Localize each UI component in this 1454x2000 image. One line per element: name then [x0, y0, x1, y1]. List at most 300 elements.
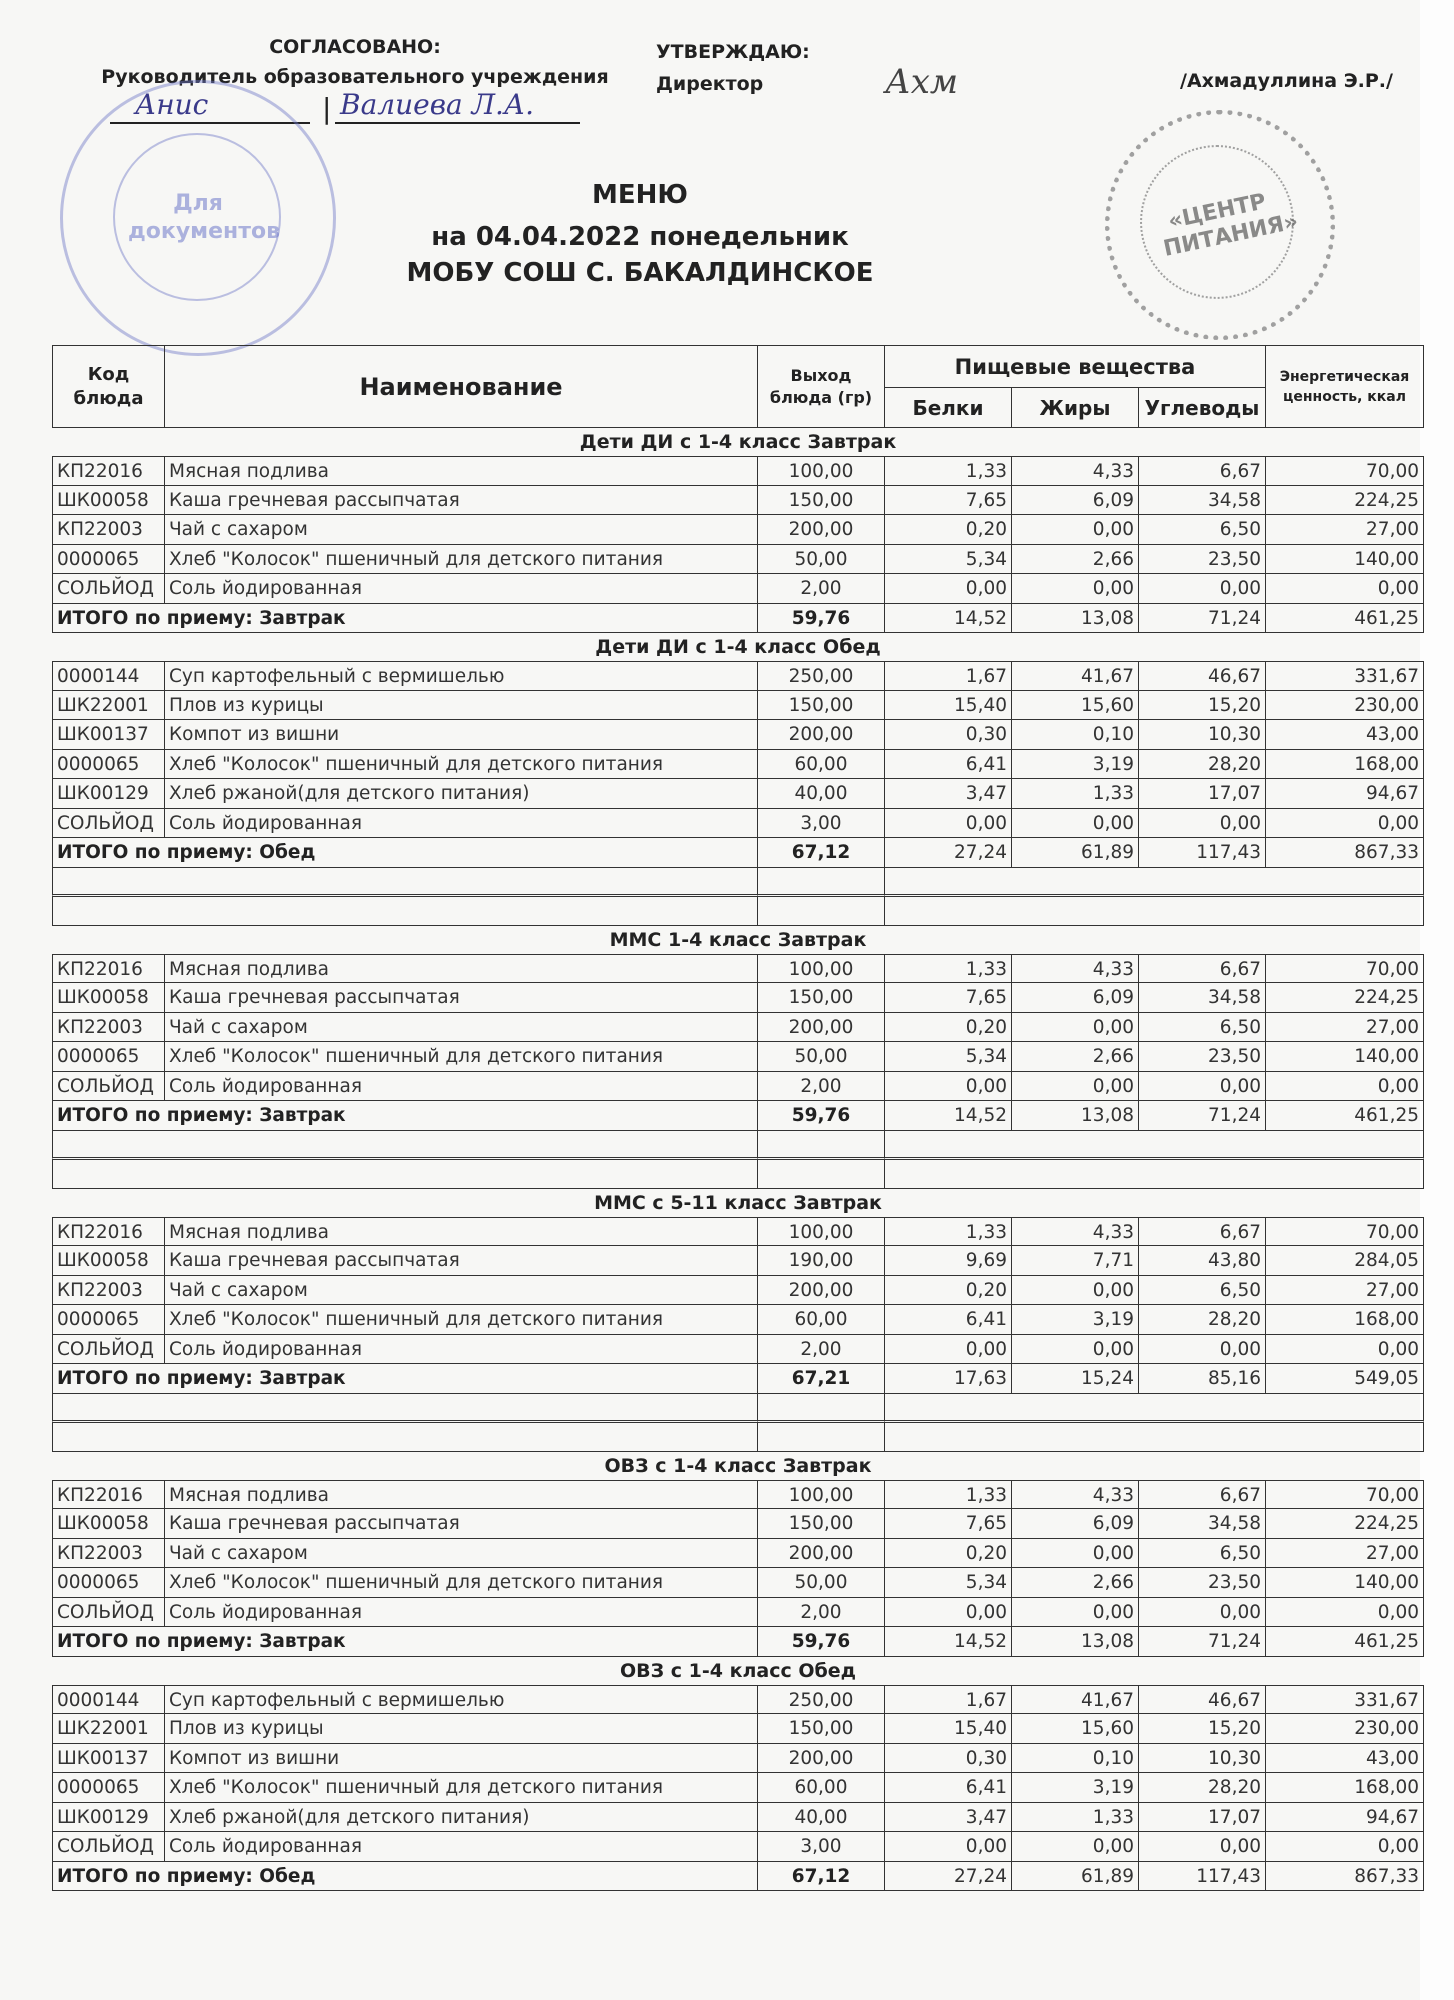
- table-row: [52, 1803, 1424, 1833]
- table-row: [52, 1217, 1424, 1247]
- total-fat: 15,24: [1012, 1364, 1139, 1394]
- dish-code: СОЛЬЙОД: [52, 809, 165, 839]
- dish-code: КП22016: [52, 954, 165, 984]
- director-signature: Ахм: [885, 62, 959, 102]
- total-carbs: 85,16: [1139, 1364, 1266, 1394]
- dish-yield: 150,00: [758, 486, 885, 516]
- total-energy: 549,05: [1266, 1364, 1424, 1394]
- energy: 43,00: [1266, 720, 1424, 750]
- carbs: 10,30: [1139, 1744, 1266, 1774]
- total-protein: 17,63: [885, 1364, 1012, 1394]
- fat: 0,00: [1012, 574, 1139, 604]
- dish-name: Соль йодированная: [165, 1072, 758, 1102]
- confirm-block: [656, 36, 810, 100]
- total-carbs: 71,24: [1139, 1627, 1266, 1657]
- blank-cell: [52, 1423, 758, 1452]
- dish-yield: 2,00: [758, 1072, 885, 1102]
- carbs: 28,20: [1139, 750, 1266, 780]
- table-row: [52, 1335, 1424, 1365]
- director-name: /Ахмадуллина Э.Р./: [1180, 70, 1393, 92]
- total-carbs: 117,43: [1139, 1862, 1266, 1892]
- nutrient-subheaders: [885, 388, 1266, 428]
- dish-code: КП22003: [52, 1013, 165, 1043]
- carbs: 6,50: [1139, 1013, 1266, 1043]
- table-header: [52, 345, 1424, 428]
- carbs: 6,67: [1139, 1217, 1266, 1247]
- carbs: 0,00: [1139, 1072, 1266, 1102]
- dish-name: Плов из курицы: [165, 691, 758, 721]
- fat: 4,33: [1012, 456, 1139, 486]
- energy: 27,00: [1266, 515, 1424, 545]
- dish-yield: 60,00: [758, 1305, 885, 1335]
- col-carbs: Углеводы: [1139, 388, 1266, 428]
- dish-code: 0000065: [52, 750, 165, 780]
- protein: 3,47: [885, 1803, 1012, 1833]
- total-label: ИТОГО по приему: Обед: [52, 1862, 758, 1892]
- total-energy: 461,25: [1266, 1101, 1424, 1131]
- carbs: 0,00: [1139, 1832, 1266, 1862]
- approved-role: Руководитель образовательного учреждения: [101, 66, 609, 88]
- energy: 27,00: [1266, 1013, 1424, 1043]
- blank-cell: [758, 897, 885, 926]
- stamp-for-documents: [60, 80, 336, 356]
- energy: 224,25: [1266, 983, 1424, 1013]
- total-label: ИТОГО по приему: Завтрак: [52, 604, 758, 634]
- energy: 0,00: [1266, 1832, 1424, 1862]
- carbs: 17,07: [1139, 779, 1266, 809]
- fat: 2,66: [1012, 1568, 1139, 1598]
- total-yield: 59,76: [758, 1101, 885, 1131]
- blank-row: [52, 897, 1424, 926]
- dish-yield: 2,00: [758, 1598, 885, 1628]
- blank-cell: [52, 897, 758, 926]
- dish-yield: 60,00: [758, 1773, 885, 1803]
- carbs: 34,58: [1139, 1509, 1266, 1539]
- total-carbs: 117,43: [1139, 838, 1266, 868]
- total-yield: 59,76: [758, 1627, 885, 1657]
- fat: 3,19: [1012, 750, 1139, 780]
- total-row: [52, 1364, 1424, 1394]
- table-row: [52, 515, 1424, 545]
- fat: 1,33: [1012, 779, 1139, 809]
- dish-code: КП22003: [52, 1276, 165, 1306]
- dish-code: ШК00058: [52, 1246, 165, 1276]
- energy: 140,00: [1266, 1568, 1424, 1598]
- total-protein: 27,24: [885, 1862, 1012, 1892]
- blank-row: [52, 1131, 1424, 1160]
- fat: 1,33: [1012, 1803, 1139, 1833]
- protein: 5,34: [885, 545, 1012, 575]
- energy: 43,00: [1266, 1744, 1424, 1774]
- col-fat: Жиры: [1012, 388, 1139, 428]
- section-title: ММС с 5-11 класс Завтрак: [594, 1191, 882, 1214]
- approved-label: СОГЛАСОВАНО:: [269, 36, 441, 58]
- meal-section: [52, 1189, 1424, 1452]
- section-title: Дети ДИ с 1-4 класс Завтрак: [579, 431, 897, 453]
- dish-code: ШК00129: [52, 1803, 165, 1833]
- fat: 0,00: [1012, 809, 1139, 839]
- total-yield: 67,12: [758, 1862, 885, 1892]
- total-carbs: 71,24: [1139, 604, 1266, 634]
- school-name: МОБУ СОШ С. БАКАЛДИНСКОЕ: [406, 258, 874, 288]
- total-yield: 59,76: [758, 604, 885, 634]
- protein: 7,65: [885, 983, 1012, 1013]
- dish-name: Соль йодированная: [165, 574, 758, 604]
- dish-code: КП22016: [52, 1217, 165, 1247]
- dish-name: Соль йодированная: [165, 1335, 758, 1365]
- bracket-left: |: [322, 92, 332, 125]
- energy: 27,00: [1266, 1276, 1424, 1306]
- table-row: [52, 545, 1424, 575]
- protein: 1,67: [885, 661, 1012, 691]
- fat: 4,33: [1012, 1480, 1139, 1510]
- protein: 6,41: [885, 1305, 1012, 1335]
- fat: 3,19: [1012, 1773, 1139, 1803]
- blank-cell: [52, 868, 758, 897]
- carbs: 23,50: [1139, 1042, 1266, 1072]
- total-energy: 867,33: [1266, 1862, 1424, 1892]
- dish-name: Каша гречневая рассыпчатая: [165, 1509, 758, 1539]
- dish-name: Каша гречневая рассыпчатая: [165, 486, 758, 516]
- table-row: [52, 750, 1424, 780]
- dish-name: Чай с сахаром: [165, 515, 758, 545]
- dish-code: 0000144: [52, 661, 165, 691]
- dish-name: Соль йодированная: [165, 1598, 758, 1628]
- col-nutrients: Пищевые вещества: [885, 345, 1266, 388]
- dish-yield: 3,00: [758, 809, 885, 839]
- dish-code: ШК22001: [52, 691, 165, 721]
- dish-yield: 100,00: [758, 954, 885, 984]
- fat: 4,33: [1012, 1217, 1139, 1247]
- total-row: [52, 604, 1424, 634]
- total-row: [52, 1627, 1424, 1657]
- dish-yield: 200,00: [758, 1276, 885, 1306]
- dish-yield: 150,00: [758, 1509, 885, 1539]
- dish-yield: 50,00: [758, 1042, 885, 1072]
- table-row: [52, 1509, 1424, 1539]
- total-fat: 13,08: [1012, 1101, 1139, 1131]
- fat: 0,10: [1012, 1744, 1139, 1774]
- total-energy: 461,25: [1266, 1627, 1424, 1657]
- dish-yield: 200,00: [758, 1539, 885, 1569]
- energy: 0,00: [1266, 1072, 1424, 1102]
- energy: 94,67: [1266, 1803, 1424, 1833]
- dish-code: 0000065: [52, 1568, 165, 1598]
- energy: 70,00: [1266, 1217, 1424, 1247]
- fat: 0,10: [1012, 720, 1139, 750]
- carbs: 0,00: [1139, 809, 1266, 839]
- energy: 168,00: [1266, 1773, 1424, 1803]
- blank-cell: [885, 868, 1424, 897]
- total-row: [52, 1862, 1424, 1892]
- blank-cell: [885, 1394, 1424, 1423]
- total-label: ИТОГО по приему: Завтрак: [52, 1101, 758, 1131]
- carbs: 6,67: [1139, 1480, 1266, 1510]
- blank-cell: [758, 1423, 885, 1452]
- energy: 331,67: [1266, 661, 1424, 691]
- dish-name: Каша гречневая рассыпчатая: [165, 1246, 758, 1276]
- total-label: ИТОГО по приему: Завтрак: [52, 1364, 758, 1394]
- meal-section: [52, 428, 1424, 633]
- energy: 224,25: [1266, 1509, 1424, 1539]
- blank-cell: [885, 1423, 1424, 1452]
- meal-section: [52, 926, 1424, 1189]
- table-row: [52, 779, 1424, 809]
- section-title: ММС 1-4 класс Завтрак: [609, 928, 867, 951]
- energy: 70,00: [1266, 1480, 1424, 1510]
- fat: 2,66: [1012, 1042, 1139, 1072]
- protein: 0,00: [885, 1335, 1012, 1365]
- dish-yield: 2,00: [758, 574, 885, 604]
- blank-row: [52, 1394, 1424, 1423]
- carbs: 34,58: [1139, 983, 1266, 1013]
- dish-yield: 190,00: [758, 1246, 885, 1276]
- table-row: [52, 486, 1424, 516]
- meal-section: [52, 1452, 1424, 1657]
- protein: 1,67: [885, 1685, 1012, 1715]
- dish-code: ШК00129: [52, 779, 165, 809]
- energy: 0,00: [1266, 574, 1424, 604]
- dish-yield: 100,00: [758, 1217, 885, 1247]
- dish-name: Мясная подлива: [165, 456, 758, 486]
- carbs: 23,50: [1139, 1568, 1266, 1598]
- total-fat: 61,89: [1012, 838, 1139, 868]
- table-row: [52, 574, 1424, 604]
- col-code: Код блюда: [52, 345, 165, 428]
- dish-name: Мясная подлива: [165, 1480, 758, 1510]
- dish-name: Компот из вишни: [165, 1744, 758, 1774]
- total-protein: 14,52: [885, 1101, 1012, 1131]
- dish-name: Соль йодированная: [165, 1832, 758, 1862]
- fat: 0,00: [1012, 1276, 1139, 1306]
- protein: 7,65: [885, 486, 1012, 516]
- dish-name: Хлеб ржаной(для детского питания): [165, 1803, 758, 1833]
- col-yield: Выход блюда (гр): [758, 345, 885, 428]
- dish-yield: 40,00: [758, 779, 885, 809]
- protein: 0,20: [885, 1276, 1012, 1306]
- name-line: [335, 122, 580, 124]
- energy: 140,00: [1266, 1042, 1424, 1072]
- dish-name: Плов из курицы: [165, 1714, 758, 1744]
- dish-code: СОЛЬЙОД: [52, 1335, 165, 1365]
- table-row: [52, 1305, 1424, 1335]
- section-title: ОВЗ с 1-4 класс Обед: [620, 1659, 856, 1682]
- total-protein: 14,52: [885, 1627, 1012, 1657]
- dish-code: КП22016: [52, 1480, 165, 1510]
- carbs: 28,20: [1139, 1305, 1266, 1335]
- protein: 0,00: [885, 1598, 1012, 1628]
- fat: 0,00: [1012, 1598, 1139, 1628]
- blank-row: [52, 868, 1424, 897]
- table-row: [52, 1598, 1424, 1628]
- carbs: 10,30: [1139, 720, 1266, 750]
- dish-name: Хлеб "Колосок" пшеничный для детского питания: [165, 1568, 758, 1598]
- carbs: 6,50: [1139, 515, 1266, 545]
- dish-code: ШК00137: [52, 720, 165, 750]
- protein: 3,47: [885, 779, 1012, 809]
- total-protein: 14,52: [885, 604, 1012, 634]
- fat: 2,66: [1012, 545, 1139, 575]
- carbs: 6,50: [1139, 1276, 1266, 1306]
- meal-section: [52, 633, 1424, 926]
- fat: 6,09: [1012, 1509, 1139, 1539]
- fat: 0,00: [1012, 1539, 1139, 1569]
- dish-name: Хлеб "Колосок" пшеничный для детского питания: [165, 1042, 758, 1072]
- protein: 1,33: [885, 1480, 1012, 1510]
- table-row: [52, 1714, 1424, 1744]
- fat: 41,67: [1012, 661, 1139, 691]
- dish-code: СОЛЬЙОД: [52, 574, 165, 604]
- protein: 0,20: [885, 1539, 1012, 1569]
- dish-code: 0000065: [52, 545, 165, 575]
- blank-cell: [758, 1160, 885, 1189]
- fat: 6,09: [1012, 486, 1139, 516]
- dish-code: ШК00058: [52, 983, 165, 1013]
- dish-code: КП22003: [52, 1539, 165, 1569]
- blank-cell: [885, 897, 1424, 926]
- blank-cell: [758, 1394, 885, 1423]
- protein: 6,41: [885, 750, 1012, 780]
- energy: 70,00: [1266, 954, 1424, 984]
- blank-row: [52, 1423, 1424, 1452]
- table-row: [52, 456, 1424, 486]
- protein: 1,33: [885, 1217, 1012, 1247]
- approved-name: Валиева Л.А.: [340, 88, 534, 121]
- dish-code: ШК00137: [52, 1744, 165, 1774]
- energy: 230,00: [1266, 1714, 1424, 1744]
- menu-table: [52, 345, 1424, 1891]
- table-row: [52, 1042, 1424, 1072]
- carbs: 6,67: [1139, 954, 1266, 984]
- col-name: Наименование: [165, 345, 758, 428]
- dish-yield: 3,00: [758, 1832, 885, 1862]
- table-row: [52, 1773, 1424, 1803]
- fat: 6,09: [1012, 983, 1139, 1013]
- table-row: [52, 1276, 1424, 1306]
- menu-title: МЕНЮ: [592, 180, 688, 210]
- dish-yield: 2,00: [758, 1335, 885, 1365]
- protein: 0,00: [885, 1832, 1012, 1862]
- table-row: [52, 661, 1424, 691]
- dish-yield: 60,00: [758, 750, 885, 780]
- fat: 15,60: [1012, 1714, 1139, 1744]
- energy: 140,00: [1266, 545, 1424, 575]
- dish-yield: 50,00: [758, 545, 885, 575]
- blank-cell: [758, 1131, 885, 1160]
- blank-cell: [885, 1160, 1424, 1189]
- dish-code: КП22016: [52, 456, 165, 486]
- dish-name: Компот из вишни: [165, 720, 758, 750]
- dish-name: Суп картофельный с вермишелью: [165, 661, 758, 691]
- total-row: [52, 1101, 1424, 1131]
- fat: 41,67: [1012, 1685, 1139, 1715]
- carbs: 15,20: [1139, 1714, 1266, 1744]
- table-row: [52, 954, 1424, 984]
- dish-code: СОЛЬЙОД: [52, 1598, 165, 1628]
- fat: 4,33: [1012, 954, 1139, 984]
- carbs: 15,20: [1139, 691, 1266, 721]
- dish-code: 0000144: [52, 1685, 165, 1715]
- dish-name: Чай с сахаром: [165, 1276, 758, 1306]
- protein: 0,20: [885, 515, 1012, 545]
- dish-yield: 150,00: [758, 983, 885, 1013]
- dish-name: Чай с сахаром: [165, 1013, 758, 1043]
- stamp-right-text: «ЦЕНТР ПИТАНИЯ»: [1161, 189, 1301, 262]
- dish-name: Хлеб "Колосок" пшеничный для детского питания: [165, 1773, 758, 1803]
- fat: 0,00: [1012, 515, 1139, 545]
- protein: 7,65: [885, 1509, 1012, 1539]
- energy: 94,67: [1266, 779, 1424, 809]
- dish-yield: 40,00: [758, 1803, 885, 1833]
- protein: 0,20: [885, 1013, 1012, 1043]
- protein: 15,40: [885, 1714, 1012, 1744]
- table-row: [52, 1013, 1424, 1043]
- dish-code: СОЛЬЙОД: [52, 1072, 165, 1102]
- table-row: [52, 1072, 1424, 1102]
- dish-name: Чай с сахаром: [165, 1539, 758, 1569]
- dish-code: ШК00058: [52, 486, 165, 516]
- dish-yield: 200,00: [758, 1744, 885, 1774]
- carbs: 0,00: [1139, 1598, 1266, 1628]
- table-row: [52, 720, 1424, 750]
- table-row: [52, 1685, 1424, 1715]
- protein: 0,30: [885, 1744, 1012, 1774]
- energy: 0,00: [1266, 1335, 1424, 1365]
- dish-name: Хлеб "Колосок" пшеничный для детского питания: [165, 545, 758, 575]
- dish-code: ШК22001: [52, 1714, 165, 1744]
- total-yield: 67,21: [758, 1364, 885, 1394]
- col-protein: Белки: [885, 388, 1012, 428]
- energy: 230,00: [1266, 691, 1424, 721]
- menu-date: на 04.04.2022 понедельник: [431, 222, 849, 252]
- fat: 0,00: [1012, 1832, 1139, 1862]
- dish-code: КП22003: [52, 515, 165, 545]
- stamp-nutrition-center: [1105, 110, 1335, 340]
- fat: 7,71: [1012, 1246, 1139, 1276]
- energy: 168,00: [1266, 750, 1424, 780]
- energy: 0,00: [1266, 1598, 1424, 1628]
- table-row: [52, 983, 1424, 1013]
- fat: 3,19: [1012, 1305, 1139, 1335]
- carbs: 46,67: [1139, 1685, 1266, 1715]
- carbs: 0,00: [1139, 1335, 1266, 1365]
- total-protein: 27,24: [885, 838, 1012, 868]
- table-row: [52, 1246, 1424, 1276]
- carbs: 0,00: [1139, 574, 1266, 604]
- table-row: [52, 1744, 1424, 1774]
- dish-yield: 200,00: [758, 515, 885, 545]
- table-row: [52, 1568, 1424, 1598]
- dish-code: 0000065: [52, 1773, 165, 1803]
- total-row: [52, 838, 1424, 868]
- blank-row: [52, 1160, 1424, 1189]
- stamp-left-text: Для документов: [128, 191, 281, 244]
- table-row: [52, 1480, 1424, 1510]
- dish-name: Хлеб "Колосок" пшеничный для детского питания: [165, 750, 758, 780]
- dish-yield: 100,00: [758, 456, 885, 486]
- dish-name: Мясная подлива: [165, 954, 758, 984]
- total-carbs: 71,24: [1139, 1101, 1266, 1131]
- energy: 331,67: [1266, 1685, 1424, 1715]
- carbs: 6,67: [1139, 456, 1266, 486]
- blank-cell: [52, 1394, 758, 1423]
- table-body: [52, 428, 1424, 1891]
- dish-code: ШК00058: [52, 1509, 165, 1539]
- protein: 6,41: [885, 1773, 1012, 1803]
- fat: 0,00: [1012, 1013, 1139, 1043]
- dish-name: Каша гречневая рассыпчатая: [165, 983, 758, 1013]
- section-title: Дети ДИ с 1-4 класс Обед: [595, 636, 881, 658]
